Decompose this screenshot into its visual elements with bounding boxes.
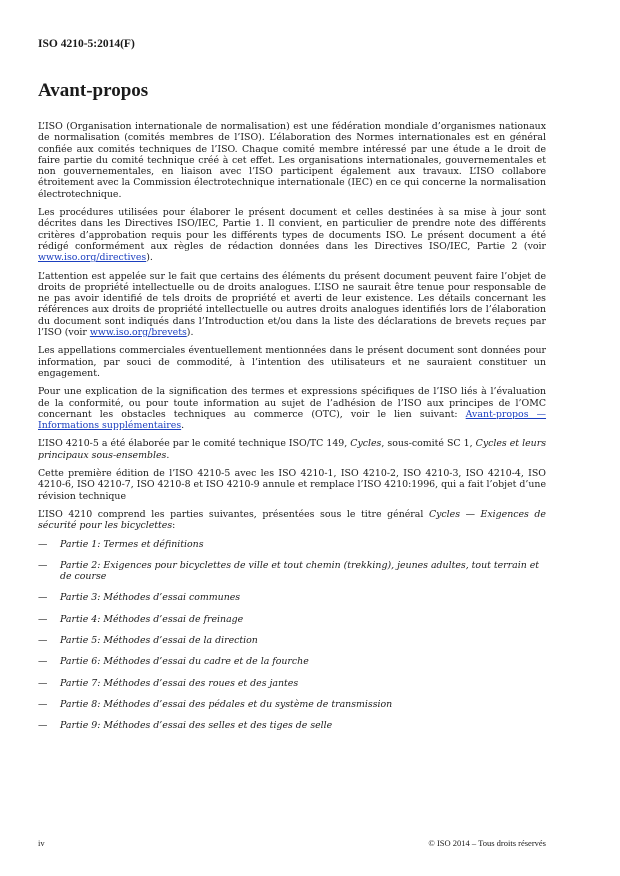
dash-bullet: — xyxy=(38,720,48,732)
list-item xyxy=(38,656,546,667)
dash-bullet: — xyxy=(38,592,48,604)
paragraph-procedures-text: Les procédures utilisées pour élaborer le présent document et celles destinées à sa mise à jour sont décrites dans les Directives ISO/IEC, Partie 1. Il convient, en particulier de prendre note des différents critères d’approbation requis pour les différents types de documents ISO. Le présent document a été rédigé conformément aux règles de rédaction données dans les Directives ISO/IEC, Partie 2 (voir xyxy=(38,207,546,252)
link-brevets[interactable]: www.iso.org/brevets xyxy=(89,327,187,339)
part-title: Partie 7: Méthodes d’essai des roues et des jantes xyxy=(60,677,299,689)
list-item xyxy=(38,614,546,625)
dash-bullet: — xyxy=(38,538,48,550)
link-directives[interactable]: www.iso.org/directives xyxy=(38,252,147,264)
page-footer xyxy=(38,838,546,848)
committee-name: Cycles xyxy=(350,438,382,450)
list-item xyxy=(38,592,546,603)
list-item xyxy=(38,699,546,710)
page-title: Avant-propos xyxy=(38,80,149,101)
part-title: Partie 9: Méthodes d’essai des selles et des tiges de selle xyxy=(60,720,333,732)
dash-bullet: — xyxy=(38,698,48,710)
list-item xyxy=(38,720,546,731)
parts-intro-end: : xyxy=(172,520,176,532)
part-title: Partie 4: Méthodes d’essai de freinage xyxy=(60,613,244,625)
paragraph-conformity-end: . xyxy=(181,420,185,432)
paragraph-conformity xyxy=(38,386,546,431)
dash-bullet: — xyxy=(38,559,48,571)
dash-bullet: — xyxy=(38,634,48,646)
paragraph-procedures-end: ). xyxy=(146,252,153,264)
part-title: Partie 6: Méthodes d’essai du cadre et de la fourche xyxy=(60,656,309,668)
parts-intro-text: L’ISO 4210 comprend les parties suivantes, présentées sous le titre général xyxy=(38,508,429,520)
committee-text-a: L’ISO 4210-5 a été élaborée par le comité technique ISO/TC 149, xyxy=(38,438,351,450)
document-body xyxy=(38,121,546,741)
paragraph-trade-names: Les appellations commerciales éventuellement mentionnées dans le présent document sont données pour information, par souci de commodité, à l’intention des utilisateurs et ne sauraient constituer un engagement. xyxy=(38,345,546,379)
document-id-header: ISO 4210-5:2014(F) xyxy=(38,38,135,50)
list-item xyxy=(38,539,546,550)
dash-bullet: — xyxy=(38,613,48,625)
page-number: iv xyxy=(38,838,45,848)
committee-text-c: , sous-comité SC 1, xyxy=(381,438,476,450)
paragraph-committee xyxy=(38,438,546,461)
subcommittee-name: Cycles et leurs principaux sous-ensembles xyxy=(38,438,546,461)
paragraph-edition: Cette première édition de l’ISO 4210-5 avec les ISO 4210-1, ISO 4210-2, ISO 4210-3, ISO 4210-4, ISO 4210-6, ISO 4210-7, ISO 4210-8 et ISO 4210-9 annule et remplace l’ISO 4210:1996, qui a fait l’objet d’une révision technique xyxy=(38,468,546,502)
paragraph-parts-intro xyxy=(38,509,546,532)
paragraph-patents xyxy=(38,271,546,339)
paragraph-patents-end: ). xyxy=(186,327,194,339)
part-title: Partie 5: Méthodes d’essai de la direction xyxy=(60,634,258,646)
part-title: Partie 2: Exigences pour bicyclettes de ville et tout chemin (trekking), jeunes adultes, tout terrain et de course xyxy=(60,559,540,583)
list-item xyxy=(38,560,546,583)
paragraph-patents-text: L’attention est appelée sur le fait que certains des éléments du présent document peuvent faire l’objet de droits de propriété intellectuelle ou de droits analogues. L’ISO ne saurait être tenue pour responsable de ne pas avoir identifié de tels droits de propriété et averti de leur existence. Les détails concernant les références aux droits de propriété intellectuelle ou autres droits analogues identifiés lors de l’élaboration du document sont indiqués dans l’Introduction et/ou dans la liste des déclarations de brevets reçues par l’ISO (voir xyxy=(38,270,546,339)
list-item xyxy=(38,678,546,689)
parts-list xyxy=(38,539,546,732)
paragraph-iso-intro: L’ISO (Organisation internationale de normalisation) est une fédération mondiale d’organismes nationaux de normalisation (comités membres de l’ISO). L’élaboration des Normes internationales est en général confiée aux comités techniques de l’ISO. Chaque comité membre intéressé par une étude a le droit de faire partie du comité technique créé à cet effet. Les organisations internationales, gouvernementales et non gouvernementales, en liaison avec l’ISO participent également aux travaux. L’ISO collabore étroitement avec la Commission électrotechnique internationale (IEC) en ce qui concerne la normalisation électrotechnique. xyxy=(38,121,546,200)
part-title: Partie 8: Méthodes d’essai des pédales et du système de transmission xyxy=(60,698,393,710)
committee-text-e: . xyxy=(166,449,170,461)
copyright-notice: © ISO 2014 – Tous droits réservés xyxy=(428,838,546,848)
part-title: Partie 3: Méthodes d’essai communes xyxy=(60,592,241,604)
part-title: Partie 1: Termes et définitions xyxy=(60,538,204,550)
dash-bullet: — xyxy=(38,677,48,689)
paragraph-procedures xyxy=(38,207,546,263)
dash-bullet: — xyxy=(38,656,48,668)
paragraph-conformity-text: Pour une explication de la signification des termes et expressions spécifiques de l’ISO liés à l’évaluation de la conformité, ou pour toute information au sujet de l’adhésion de l’ISO aux principes de l’OMC concernant les obstacles techniques au commerce (OTC), voir le lien suivant: xyxy=(38,386,546,420)
link-supplementary-info[interactable]: Avant-propos — Informations supplémentaires xyxy=(38,408,547,432)
general-title: Cycles — Exigences de sécurité pour les bicyclettes xyxy=(38,508,546,532)
list-item xyxy=(38,635,546,646)
